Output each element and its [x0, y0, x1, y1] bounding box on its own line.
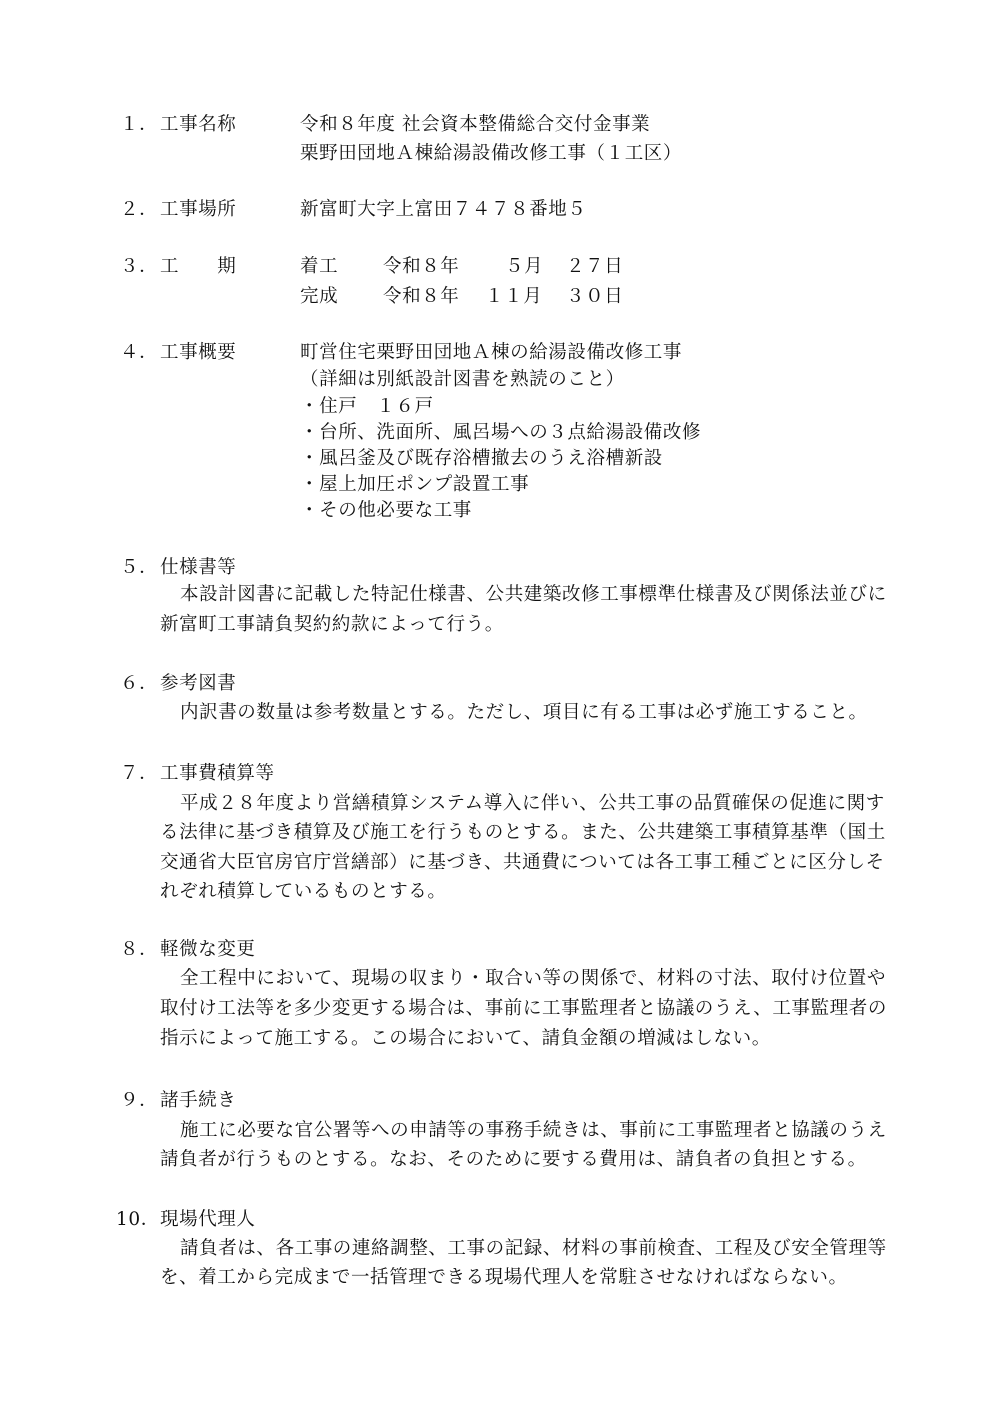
section-9-paragraph-line: 施工に必要な官公署等への申請等の事務手続きは、事前に工事監理者と協議のうえ	[180, 1120, 887, 1141]
section-5-number: ５．	[120, 557, 159, 578]
section-7-paragraph-line: れぞれ積算しているものとする。	[160, 881, 447, 902]
section-3-label: 工 期	[160, 256, 237, 277]
section-4-bullet: ・住戸 １６戸	[300, 396, 434, 417]
section-10-number: 10．	[116, 1209, 160, 1230]
section-8-paragraph-line: 全工程中において、現場の収まり・取合い等の関係で、材料の寸法、取付け位置や	[180, 968, 886, 989]
section-2-value: 新富町大字上富田７４７８番地５	[300, 199, 587, 220]
end-month: １１月	[485, 286, 543, 307]
section-5-label: 仕様書等	[160, 557, 237, 578]
end-label: 完成	[300, 286, 339, 307]
section-4-bullet: ・風呂釜及び既存浴槽撤去のうえ浴槽新設	[300, 448, 663, 469]
section-8-number: ８．	[120, 939, 159, 960]
end-day: ３０日	[566, 286, 624, 307]
section-7-paragraph-line: 交通省大臣官房官庁営繕部）に基づき、共通費については各工事工種ごとに区分しそ	[160, 852, 885, 873]
section-4-line-2: （詳細は別紙設計図書を熟読のこと）	[300, 369, 625, 390]
section-4-bullet: ・その他必要な工事	[300, 500, 472, 521]
section-10-label: 現場代理人	[160, 1209, 256, 1230]
start-month: ５月	[505, 256, 544, 277]
section-1-line-1: 令和８年度 社会資本整備総合交付金事業	[300, 114, 651, 135]
section-2-number: ２．	[120, 199, 159, 220]
section-5-paragraph-line: 新富町工事請負契約約款によって行う。	[160, 614, 504, 635]
section-10-paragraph-line: 請負者は、各工事の連絡調整、工事の記録、材料の事前検査、工程及び安全管理等	[180, 1238, 887, 1259]
section-7-paragraph-line: 平成２８年度より営繕積算システム導入に伴い、公共工事の品質確保の促進に関す	[180, 793, 885, 814]
section-6-number: ６．	[120, 673, 159, 694]
start-label: 着工	[300, 256, 339, 277]
section-8-paragraph-line: 取付け工法等を多少変更する場合は、事前に工事監理者と協議のうえ、工事監理者の	[160, 998, 887, 1019]
section-6-paragraph-line: 内訳書の数量は参考数量とする。ただし、項目に有る工事は必ず施工すること。	[180, 702, 868, 723]
section-4-bullet: ・屋上加圧ポンプ設置工事	[300, 474, 530, 495]
section-4-line-1: 町営住宅栗野田団地Ａ棟の給湯設備改修工事	[300, 342, 683, 363]
section-9-number: ９．	[120, 1090, 159, 1111]
section-4-label: 工事概要	[160, 342, 237, 363]
section-7-paragraph-line: る法律に基づき積算及び施工を行うものとする。また、公共建築工事積算基準（国土	[160, 822, 886, 843]
section-4-bullet: ・台所、洗面所、風呂場への３点給湯設備改修	[300, 422, 702, 443]
section-7-number: ７．	[120, 763, 159, 784]
section-1-line-2: 栗野田団地Ａ棟給湯設備改修工事（１工区）	[300, 143, 683, 164]
section-8-paragraph-line: 指示によって施工する。この場合において、請負金額の増減はしない。	[160, 1028, 771, 1049]
end-era: 令和８年	[383, 286, 460, 307]
section-1-label: 工事名称	[160, 114, 237, 135]
start-era: 令和８年	[383, 256, 460, 277]
section-9-label: 諸手続き	[160, 1090, 237, 1111]
section-9-paragraph-line: 請負者が行うものとする。なお、そのために要する費用は、請負者の負担とする。	[160, 1149, 867, 1170]
section-6-label: 参考図書	[160, 673, 237, 694]
section-2-label: 工事場所	[160, 199, 237, 220]
section-1-number: １．	[120, 114, 159, 135]
start-day: ２７日	[566, 256, 624, 277]
section-8-label: 軽微な変更	[160, 939, 256, 960]
section-10-paragraph-line: を、着工から完成まで一括管理できる現場代理人を常駐させなければならない。	[160, 1267, 848, 1288]
section-3-number: ３．	[120, 256, 159, 277]
section-4-number: ４．	[120, 342, 159, 363]
section-5-paragraph-line: 本設計図書に記載した特記仕様書、公共建築改修工事標準仕様書及び関係法並びに	[180, 584, 887, 605]
section-7-label: 工事費積算等	[160, 763, 275, 784]
